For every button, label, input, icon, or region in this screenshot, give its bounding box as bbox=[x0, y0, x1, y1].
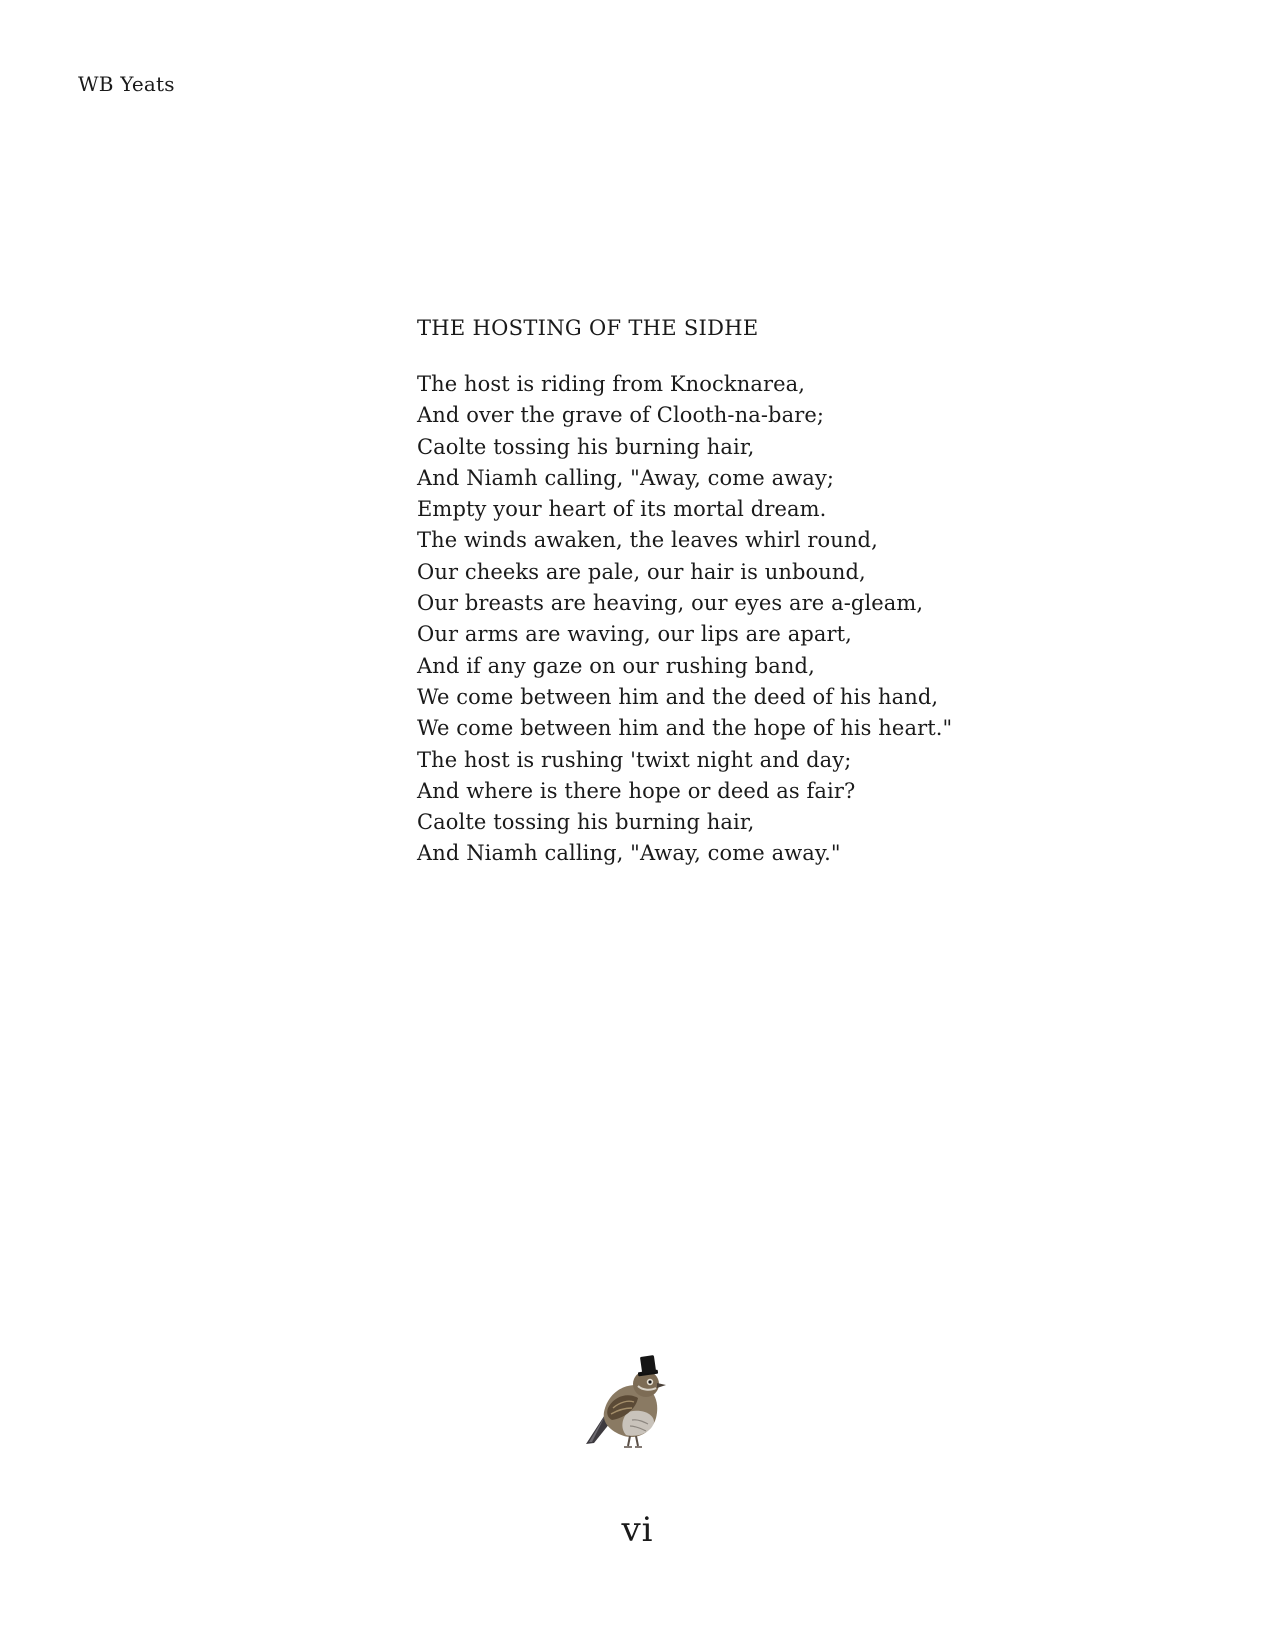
bird-with-top-hat-icon bbox=[580, 1352, 680, 1452]
page-number: vi bbox=[621, 1510, 654, 1550]
poem-line: And where is there hope or deed as fair? bbox=[417, 778, 856, 803]
poem-line: Caolte tossing his burning hair, bbox=[417, 810, 755, 835]
poem-line: Our cheeks are pale, our hair is unbound, bbox=[417, 559, 866, 584]
bird-illustration bbox=[580, 1352, 680, 1452]
poem-line: And if any gaze on our rushing band, bbox=[417, 653, 815, 678]
bird-legs bbox=[628, 1436, 638, 1446]
poem-line: And over the grave of Clooth-na-bare; bbox=[417, 403, 825, 428]
poem-line: We come between him and the hope of his heart." bbox=[417, 716, 953, 741]
poem-title: THE HOSTING OF THE SIDHE bbox=[417, 316, 759, 340]
poem-line: And Niamh calling, "Away, come away." bbox=[417, 841, 841, 866]
running-header-author: WB Yeats bbox=[78, 72, 175, 96]
bird-eye bbox=[648, 1380, 651, 1383]
poem-line: And Niamh calling, "Away, come away; bbox=[417, 465, 835, 490]
poem-line: Our arms are waving, our lips are apart, bbox=[417, 622, 852, 647]
bird-belly bbox=[622, 1411, 654, 1436]
top-hat-crown bbox=[640, 1355, 656, 1374]
poem-line: Caolte tossing his burning hair, bbox=[417, 434, 755, 459]
poem-line: Our breasts are heaving, our eyes are a-gleam, bbox=[417, 591, 924, 616]
poem-lines bbox=[417, 369, 1017, 870]
poem-line: The winds awaken, the leaves whirl round, bbox=[417, 528, 878, 553]
bird-beak bbox=[657, 1383, 666, 1388]
poem-line: Empty your heart of its mortal dream. bbox=[417, 497, 827, 522]
poem bbox=[417, 314, 1017, 870]
poem-line: The host is rushing 'twixt night and day; bbox=[417, 747, 852, 772]
poem-line: The host is riding from Knocknarea, bbox=[417, 372, 806, 396]
poem-line: We come between him and the deed of his hand, bbox=[417, 684, 939, 709]
